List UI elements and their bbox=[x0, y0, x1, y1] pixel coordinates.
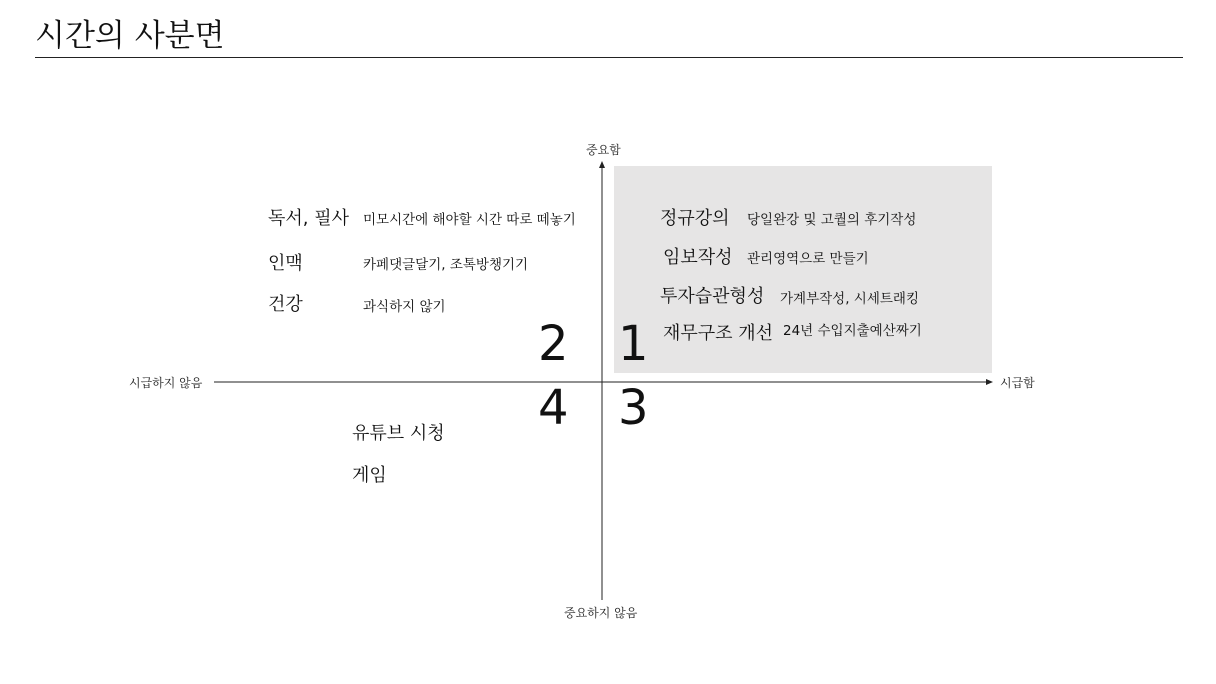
q1-item-note: 24년 수입지출예산짜기 bbox=[783, 323, 922, 339]
q1-item-head: 재무구조 개선 bbox=[663, 323, 774, 344]
q2-item-note: 과식하지 않기 bbox=[363, 299, 446, 315]
q1-item-head: 정규강의 bbox=[660, 208, 730, 229]
axis-label-not-important: 중요하지 않음 bbox=[564, 606, 638, 620]
q1-item-head: 투자습관형성 bbox=[660, 286, 765, 307]
q1-item-note: 당일완강 및 고퀄의 후기작성 bbox=[747, 212, 917, 228]
quadrant-number-1: 1 bbox=[618, 316, 649, 372]
axis-label-important: 중요함 bbox=[586, 143, 621, 157]
quadrant-number-3: 3 bbox=[618, 380, 649, 436]
q2-item-head: 건강 bbox=[268, 294, 303, 315]
q1-item-note: 관리영역으로 만들기 bbox=[747, 251, 869, 267]
page-title: 시간의 사분면 bbox=[35, 18, 225, 54]
up-arrow-icon bbox=[599, 161, 605, 168]
q2-item-head: 독서, 필사 bbox=[268, 208, 349, 229]
q1-item-note: 가계부작성, 시세트래킹 bbox=[780, 291, 919, 307]
q1-item-head: 임보작성 bbox=[663, 247, 733, 268]
quadrant-number-4: 4 bbox=[538, 380, 569, 436]
q2-item-note: 미모시간에 해야할 시간 따로 떼놓기 bbox=[363, 212, 576, 228]
q2-item-head: 인맥 bbox=[268, 253, 303, 274]
axis-label-urgent: 시급함 bbox=[1000, 376, 1035, 390]
q4-item-head: 유튜브 시청 bbox=[352, 423, 445, 444]
quadrant-number-2: 2 bbox=[538, 316, 569, 372]
right-arrow-icon bbox=[986, 379, 993, 385]
q4-item-head: 게임 bbox=[352, 465, 387, 486]
q2-item-note: 카페댓글달기, 조톡방챙기기 bbox=[363, 257, 529, 273]
axis-label-not-urgent: 시급하지 않음 bbox=[129, 376, 203, 390]
